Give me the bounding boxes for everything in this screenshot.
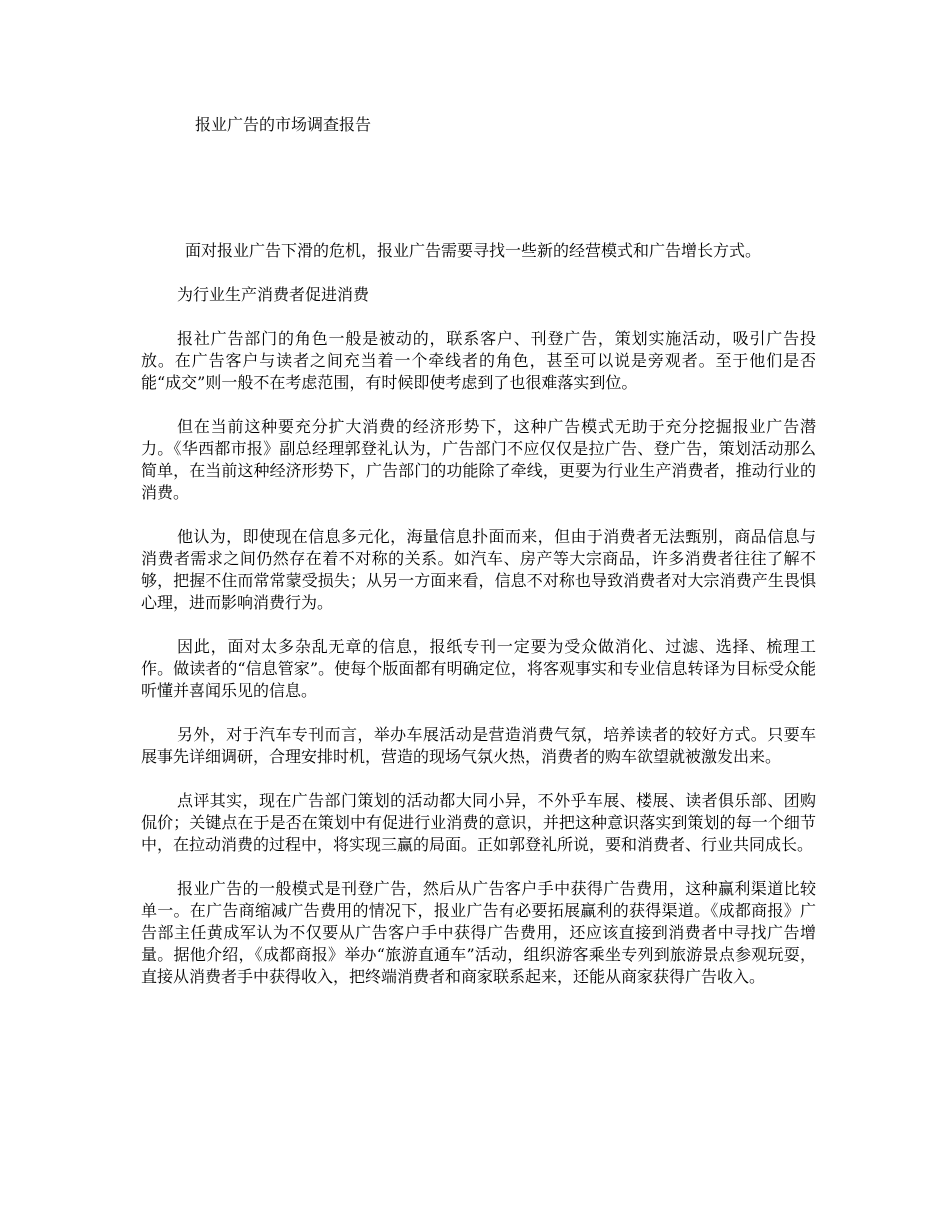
document-title: 报业广告的市场调查报告 bbox=[195, 115, 372, 134]
section-heading: 为行业生产消费者促进消费 bbox=[177, 285, 370, 304]
body-paragraph: 他认为，即使现在信息多元化，海量信息扑面而来，但由于消费者无法甄别，商品信息与消费者需求之间仍然存在着不对称的关系。如汽车、房产等大宗商品，许多消费者往往了解不够，把握不住而常常蒙受损失；从另一方面来看，信息不对称也导致消费者对大宗消费产生畏惧心理，进而影响消费行为。 bbox=[141, 527, 816, 612]
intro-paragraph: 面对报业广告下滑的危机，报业广告需要寻找一些新的经营模式和广告增长方式。 bbox=[185, 241, 762, 260]
body-paragraph: 报业广告的一般模式是刊登广告，然后从广告客户手中获得广告费用，这种赢利渠道比较单一。在广告商缩减广告费用的情况下，报业广告有必要拓展赢利的获得渠道。《成都商报》广告部主任黄成军认为不仅要从广告客户手中获得广告费用，还应该直接到消费者中寻找广告增量。据他介绍，《成都商报》举办“旅游直通车”活动，组织游客乘坐专列到旅游景点参观玩耍，直接从消费者手中获得收入，把终端消费者和商家联系起来，还能从商家获得广告收入。 bbox=[141, 879, 816, 986]
body-paragraph: 报社广告部门的角色一般是被动的，联系客户、刊登广告，策划实施活动，吸引广告投放。在广告客户与读者之间充当着一个牵线者的角色，甚至可以说是旁观者。至于他们是否能“成交”则一般不在考虑范围，有时候即使考虑到了也很难落实到位。 bbox=[141, 329, 816, 392]
body-paragraph: 因此，面对太多杂乱无章的信息，报纸专刊一定要为受众做消化、过滤、选择、梳理工作。做读者的“信息管家”。使每个版面都有明确定位，将客观事实和专业信息转译为目标受众能听懂并喜闻乐见的信息。 bbox=[141, 637, 816, 700]
body-paragraph: 但在当前这种要充分扩大消费的经济形势下，这种广告模式无助于充分挖掘报业广告潜力。《华西都市报》副总经理郭登礼认为，广告部门不应仅仅是拉广告、登广告，策划活动那么简单，在当前这种经济形势下，广告部门的功能除了牵线，更要为行业生产消费者，推动行业的消费。 bbox=[141, 417, 816, 502]
body-paragraph: 点评其实，现在广告部门策划的活动都大同小异，不外乎车展、楼展、读者俱乐部、团购侃价；关键点在于是否在策划中有促进行业消费的意识，并把这种意识落实到策划的每一个细节中，在拉动消费的过程中，将实现三赢的局面。正如郭登礼所说，要和消费者、行业共同成长。 bbox=[141, 791, 816, 854]
document-body bbox=[141, 240, 816, 1010]
body-paragraph: 另外，对于汽车专刊而言，举办车展活动是营造消费气氛，培养读者的较好方式。只要车展事先详细调研，合理安排时机，营造的现场气氛火热，消费者的购车欲望就被激发出来。 bbox=[141, 725, 816, 766]
